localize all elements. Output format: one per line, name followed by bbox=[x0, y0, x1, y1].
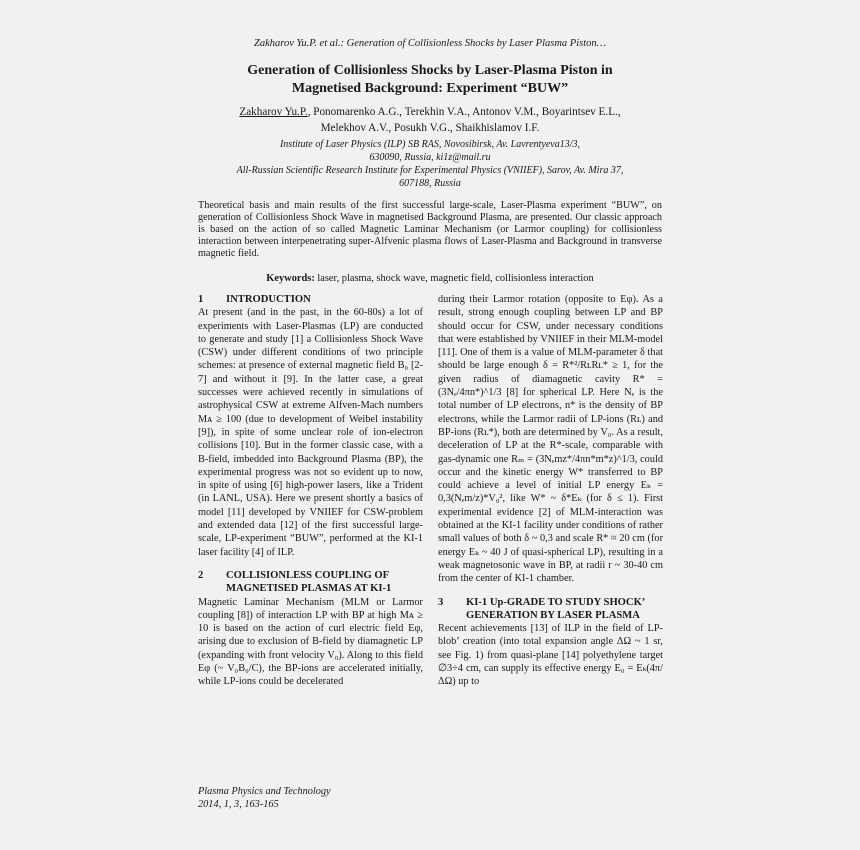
running-head: Zakharov Yu.P. et al.: Generation of Collisionless Shocks by Laser Plasma Piston… bbox=[254, 38, 606, 49]
keywords bbox=[198, 273, 662, 284]
upgrade-paragraph: Recent achievements [13] of ILP in the field of LP-blob’ creation (into total expansion angle ΔΩ ~ 1 sr, see Fig. 1) from quasi-plane [14] polyethylene target ∅3÷4 cm, can supply its effective energy E₀ = Eₖ(4π/ΔΩ) up to bbox=[438, 623, 663, 688]
left-column bbox=[198, 293, 423, 689]
title-line-1: Generation of Collisionless Shocks by Laser-Plasma Piston in bbox=[247, 63, 613, 78]
first-author: Zakharov Yu.P. bbox=[239, 106, 308, 118]
introduction-paragraph: At present (and in the past, in the 60-80s) a lot of experiments with Laser-Plasmas (LP) are conducted to generate and study [1] a Collisionless Shock Wave (CSW) under different conditions of two principle schemes: at presence of external magnetic field B₀ [2-7] and without it [9]. In the latter case, a great successes were achieved recently in simulations of astrophysical CSW at extreme Alfven-Mach numbers Mᴀ ≥ 100 (due to development of Weibel instability [9]), in spite of some unclear role of ion-electron collisions [10]. But in the former classic case, with a B-field, imbedded into Background Plasma (BP), the experimental progress was not so evident up to now, in spite of using [6] high-power lasers, like a Trident (in LANL, USA). Here we present shortly a basics of model [11] developed by VNIIEF for CSW-problem and extended data [12] of the first successful large-scale, LP-experiment “BUW”, performed at the KI-1 laser facility [4] of ILP. bbox=[198, 307, 423, 558]
affiliation-2-line-2: 607188, Russia bbox=[399, 178, 461, 189]
title-line-2: Magnetised Background: Experiment “BUW” bbox=[291, 81, 569, 96]
coupling-continued-paragraph: during their Larmor rotation (opposite to Eφ). As a result, strong enough coupling between LP and BP should occur for CSW, under necessary conditions that were established by VNIIEF in their MLM-model [11]. One of them is a value of MLM-parameter δ that should be large enough δ = R*²/RʟRʟ* ≥ 1, for the given radius of diamagnetic cavity R* = (3Nₑ/4πn*)^1/3 [8] for spherical LP. Here Nₑ is the total number of LP electrons, n* is the density of BP electrons, while the Larmor radii of LP-ions (Rʟ) and BP-ions (Rʟ*), both are determined by V₀. As a result, deceleration of LP at the R*-scale, comparable with gas-dynamic one Rₘ = (3Nₑmz*/4πn*m*z)^1/3, could occur and the kinetic energy W* transferred to BP could achieve a level of initial LP energy Eₖ = 0,3(Nₑm/z)*V₀², like W* ~ δ*Eₖ (for δ ≤ 1). First experimental evidence [2] of MLM-interaction was obtained at the KI-1 facility under conditions of rather small values of both δ ~ 0,3 and scale R* ≈ 20 cm (for energy Eₖ ~ 40 J of quasi-spherical LP), resulting in a weak magnetosonic wave in BP, at radii r ~ 30-40 cm from the center of KI-1 chamber. bbox=[438, 294, 663, 585]
affiliation-1-line-1: Institute of Laser Physics (ILP) SB RAS, Novosibirsk, Av. Lavrentyeva13/3, bbox=[279, 139, 581, 150]
author-line-1-rest: , Ponomarenko A.G., Terekhin V.A., Antonov V.M., Boyarintsev E.L., bbox=[307, 106, 621, 118]
keywords-label: Keywords: bbox=[266, 273, 315, 284]
affiliations bbox=[198, 138, 662, 190]
author-list bbox=[198, 104, 662, 136]
section-3-title: KI-1 Up-GRADE TO STUDY SHOCK’ GENERATION BY LASER PLASMA bbox=[466, 596, 645, 621]
keywords-text: laser, plasma, shock wave, magnetic field, collisionless interaction bbox=[317, 273, 594, 284]
section-1-title: INTRODUCTION bbox=[226, 294, 311, 305]
section-1-number: 1 bbox=[198, 294, 204, 305]
section-3-heading bbox=[438, 596, 663, 623]
right-column bbox=[438, 293, 663, 689]
journal-footer bbox=[198, 785, 498, 811]
affiliation-1-line-2: 630090, Russia, ki1z@mail.ru bbox=[369, 152, 491, 163]
paper-title bbox=[200, 62, 660, 98]
author-line-2: Melekhov A.V., Posukh V.G., Shaikhislamov I.F. bbox=[320, 122, 540, 134]
coupling-paragraph: Magnetic Laminar Mechanism (MLM or Larmor coupling [8]) of interaction LP with BP at high Mᴀ ≥ 10 is based on the action of curl electric field Eφ, arising due to exclusion of B-field by diamagnetic LP (expanding with front velocity V₀). Along to this field Eφ (~ V₀B₀/C), the BP-ions are accelerated initially, while LP-ions could be decelerated bbox=[198, 596, 423, 688]
section-1-heading bbox=[198, 293, 423, 306]
affiliation-2-line-1: All-Russian Scientific Research Institute for Experimental Physics (VNIIEF), Sarov, Av. Mira 37, bbox=[236, 165, 624, 176]
section-2-number: 2 bbox=[198, 569, 204, 581]
section-3-number: 3 bbox=[438, 596, 444, 608]
journal-name: Plasma Physics and Technology bbox=[198, 786, 331, 797]
abstract: Theoretical basis and main results of the first successful large-scale, Laser-Plasma experiment “BUW”, on generation of Collisionless Shock Wave in magnetised Background Plasma, are presented. Our classic approach is based on the action of so called Magnetic Laminar Mechanism (or Larmor coupling) for collisionless interaction between interpenetrating super-Alfvenic plasma flows of Laser-Plasma and Background in transverse magnetic field. bbox=[198, 200, 662, 259]
author-line-1 bbox=[198, 104, 662, 120]
journal-volume: 2014, 1, 3, 163-165 bbox=[198, 799, 279, 810]
section-2-title: COLLISIONLESS COUPLING OF MAGNETISED PLASMAS AT KI-1 bbox=[226, 569, 392, 595]
section-2-heading bbox=[198, 569, 423, 596]
